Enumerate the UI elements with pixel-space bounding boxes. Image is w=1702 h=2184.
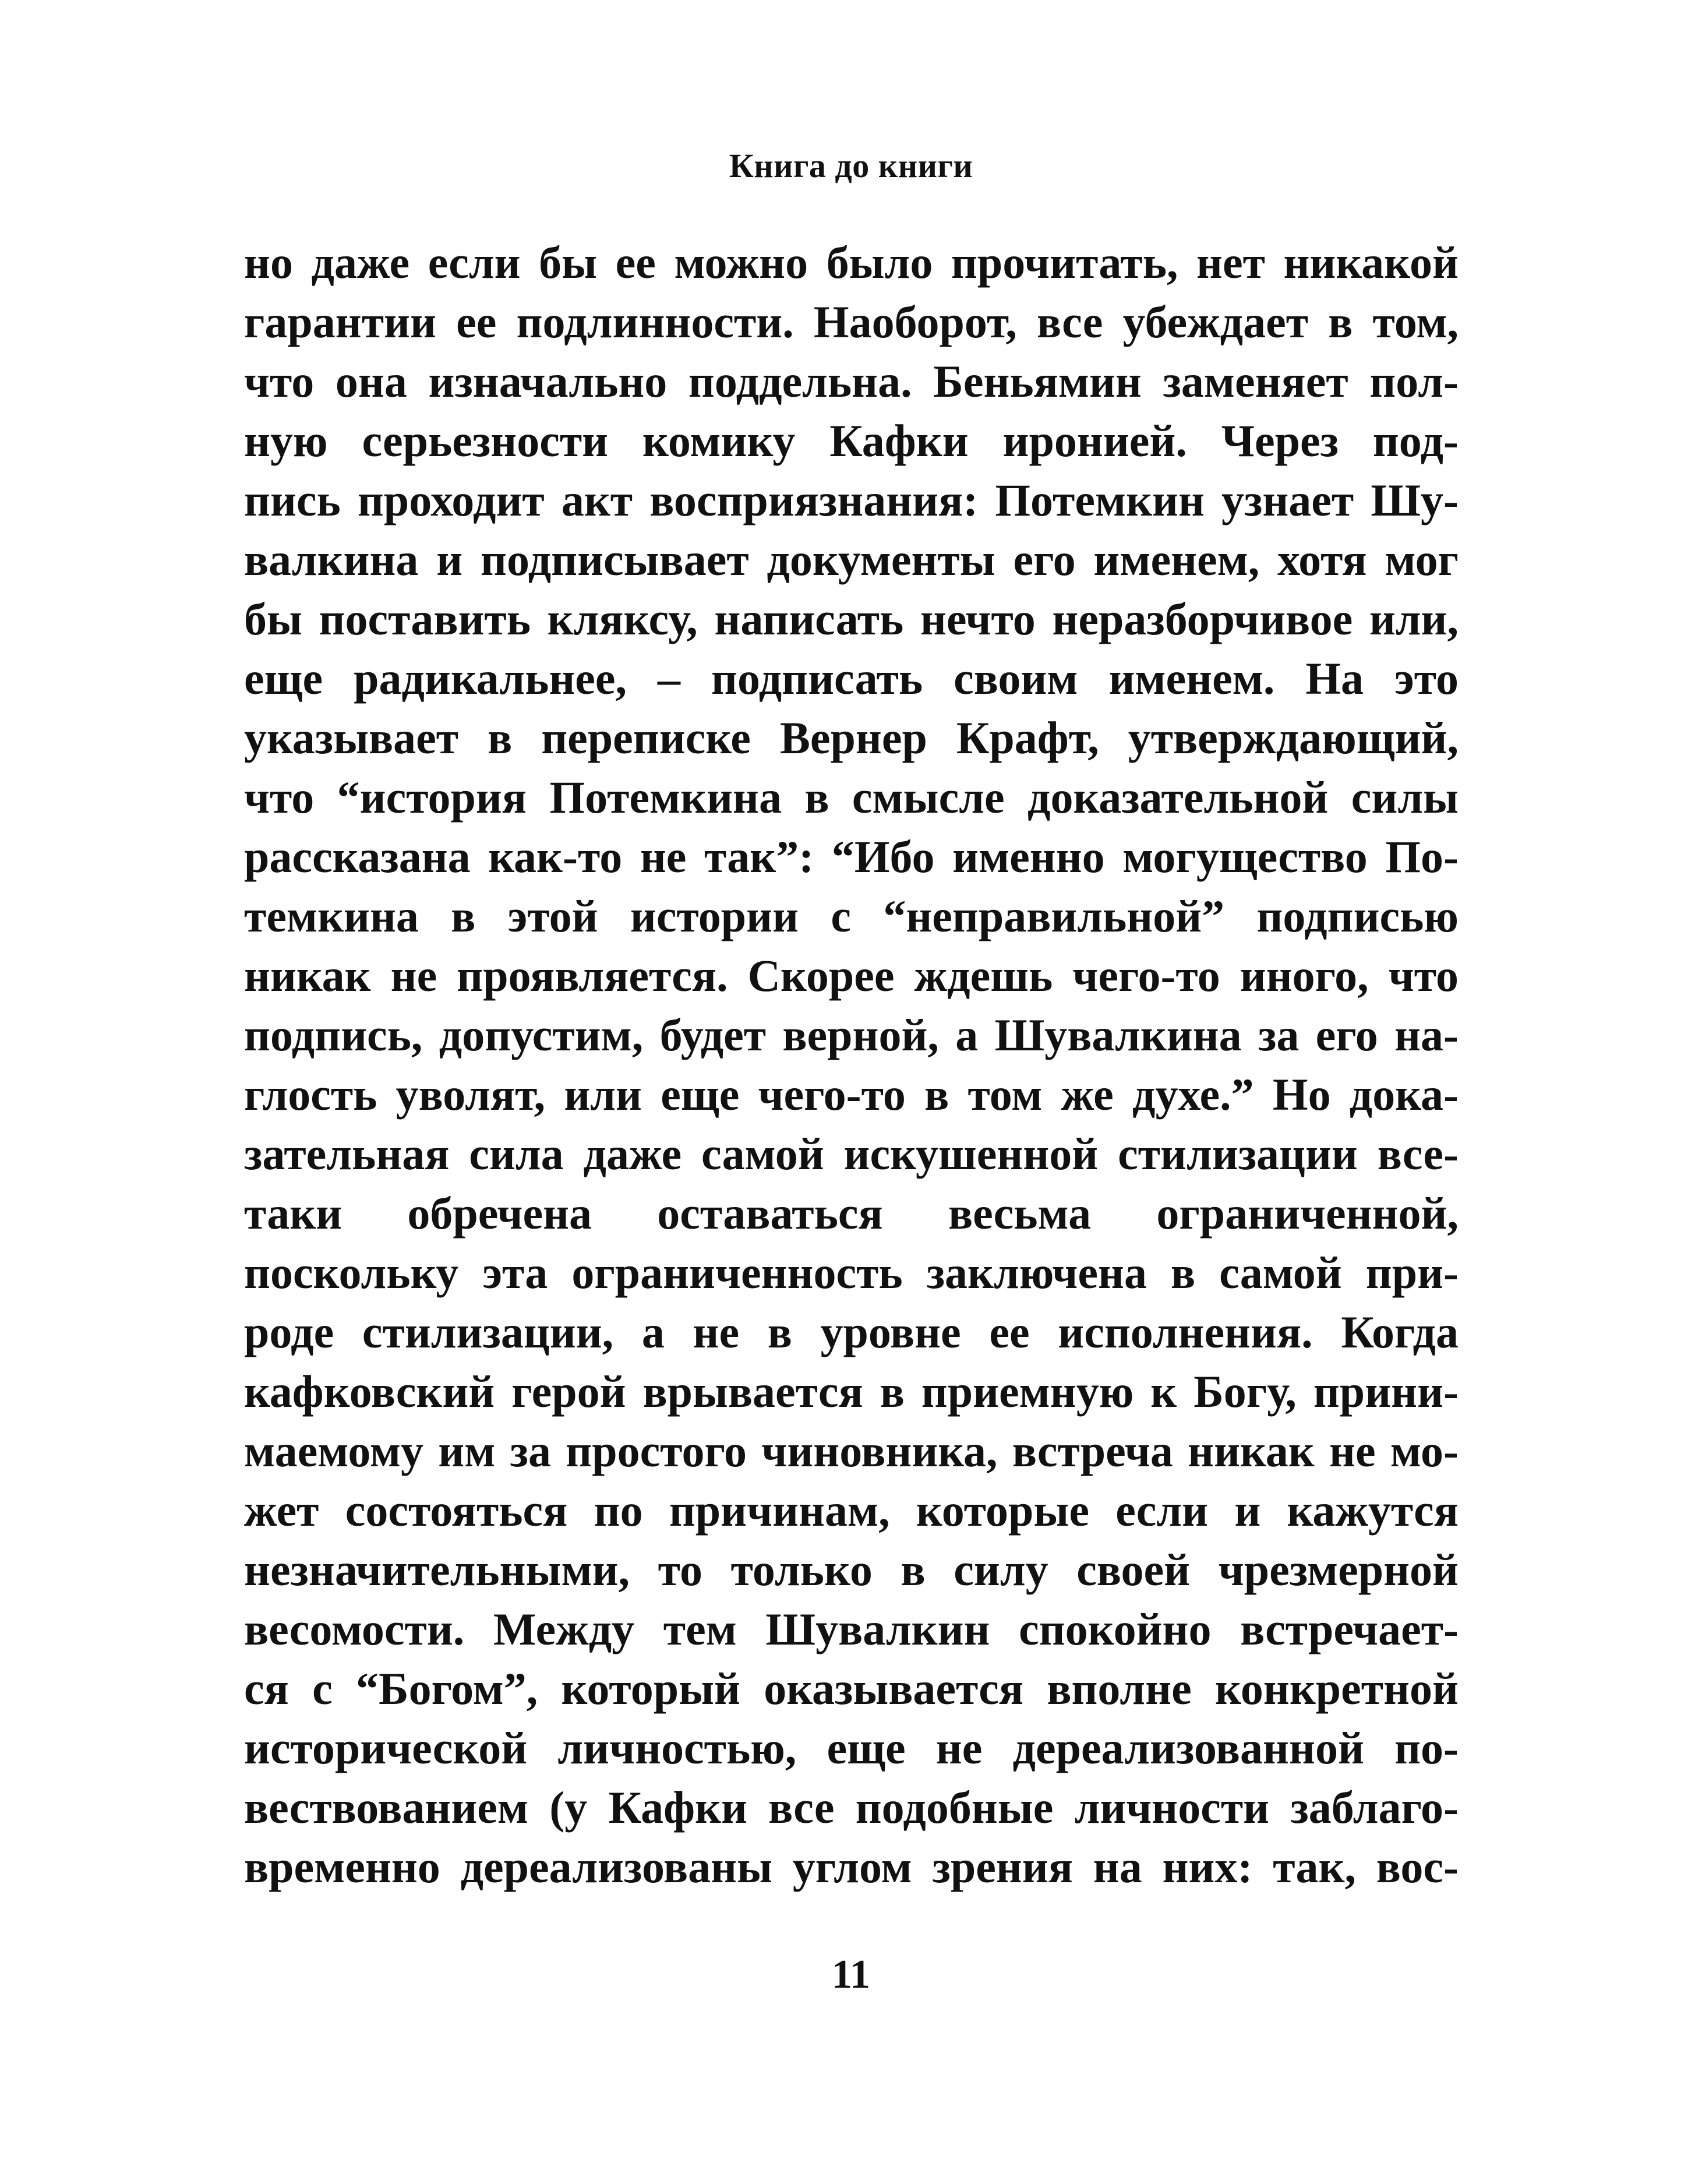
text-line: вествованием (у Кафки все подобные личности заблаго- — [244, 1782, 1459, 1833]
running-head: Книга до книги — [729, 147, 973, 185]
text-line: незначительными, то только в силу своей чрезмерной — [244, 1544, 1459, 1595]
text-line: подпись, допустим, будет верной, а Шувалкина за его на- — [244, 1010, 1459, 1060]
text-line: указывает в переписке Вернер Крафт, утверждающий, — [244, 712, 1459, 763]
text-line: что “история Потемкина в смысле доказательной силы — [244, 772, 1459, 823]
text-line: бы поставить кляксу, написать нечто неразборчивое или, — [244, 594, 1459, 644]
text-line: что она изначально поддельна. Беньямин заменяет пол- — [244, 356, 1459, 407]
text-line: зательная сила даже самой искушенной стилизации все- — [244, 1128, 1459, 1179]
text-line: временно дереализованы углом зрения на них: так, вос- — [244, 1841, 1459, 1892]
text-line: пись проходит акт восприязнания: Потемкин узнает Шу- — [244, 475, 1459, 525]
text-line: глость уволят, или еще чего-то в том же духе.” Но дока- — [244, 1069, 1459, 1120]
text-line: валкина и подписывает документы его именем, хотя мог — [244, 534, 1459, 585]
text-line: ся с “Богом”, который оказывается вполне конкретной — [244, 1663, 1459, 1714]
text-line: весомости. Между тем Шувалкин спокойно встречает- — [244, 1604, 1459, 1654]
text-line: никак не проявляется. Скорее ждешь чего-то иного, что — [244, 950, 1459, 1001]
text-line: жет состояться по причинам, которые если и кажутся — [244, 1485, 1459, 1536]
text-line: кафковский герой врывается в приемную к Богу, прини- — [244, 1366, 1459, 1417]
text-line: поскольку эта ограниченность заключена в самой при- — [244, 1247, 1459, 1298]
text-line: ную серьезности комику Кафки иронией. Через под- — [244, 415, 1459, 466]
text-line: еще радикальнее, – подписать своим именем. На это — [244, 653, 1459, 704]
text-line: но даже если бы ее можно было прочитать, нет никакой — [244, 237, 1459, 288]
text-line: исторической личностью, еще не дереализованной по- — [244, 1723, 1459, 1773]
text-line: таки обречена оставаться весьма ограниченной, — [244, 1188, 1459, 1239]
text-line: маемому им за простого чиновника, встреча никак не мо- — [244, 1426, 1459, 1476]
body-text — [244, 233, 1459, 1897]
text-line: рассказана как-то не так”: “Ибо именно могущество По- — [244, 831, 1459, 882]
page-number: 11 — [831, 1952, 871, 1997]
text-line: роде стилизации, а не в уровне ее исполнения. Когда — [244, 1307, 1459, 1357]
text-line: гарантии ее подлинности. Наоборот, все убеждает в том, — [244, 297, 1459, 347]
text-line: темкина в этой истории с “неправильной” подписью — [244, 891, 1459, 941]
